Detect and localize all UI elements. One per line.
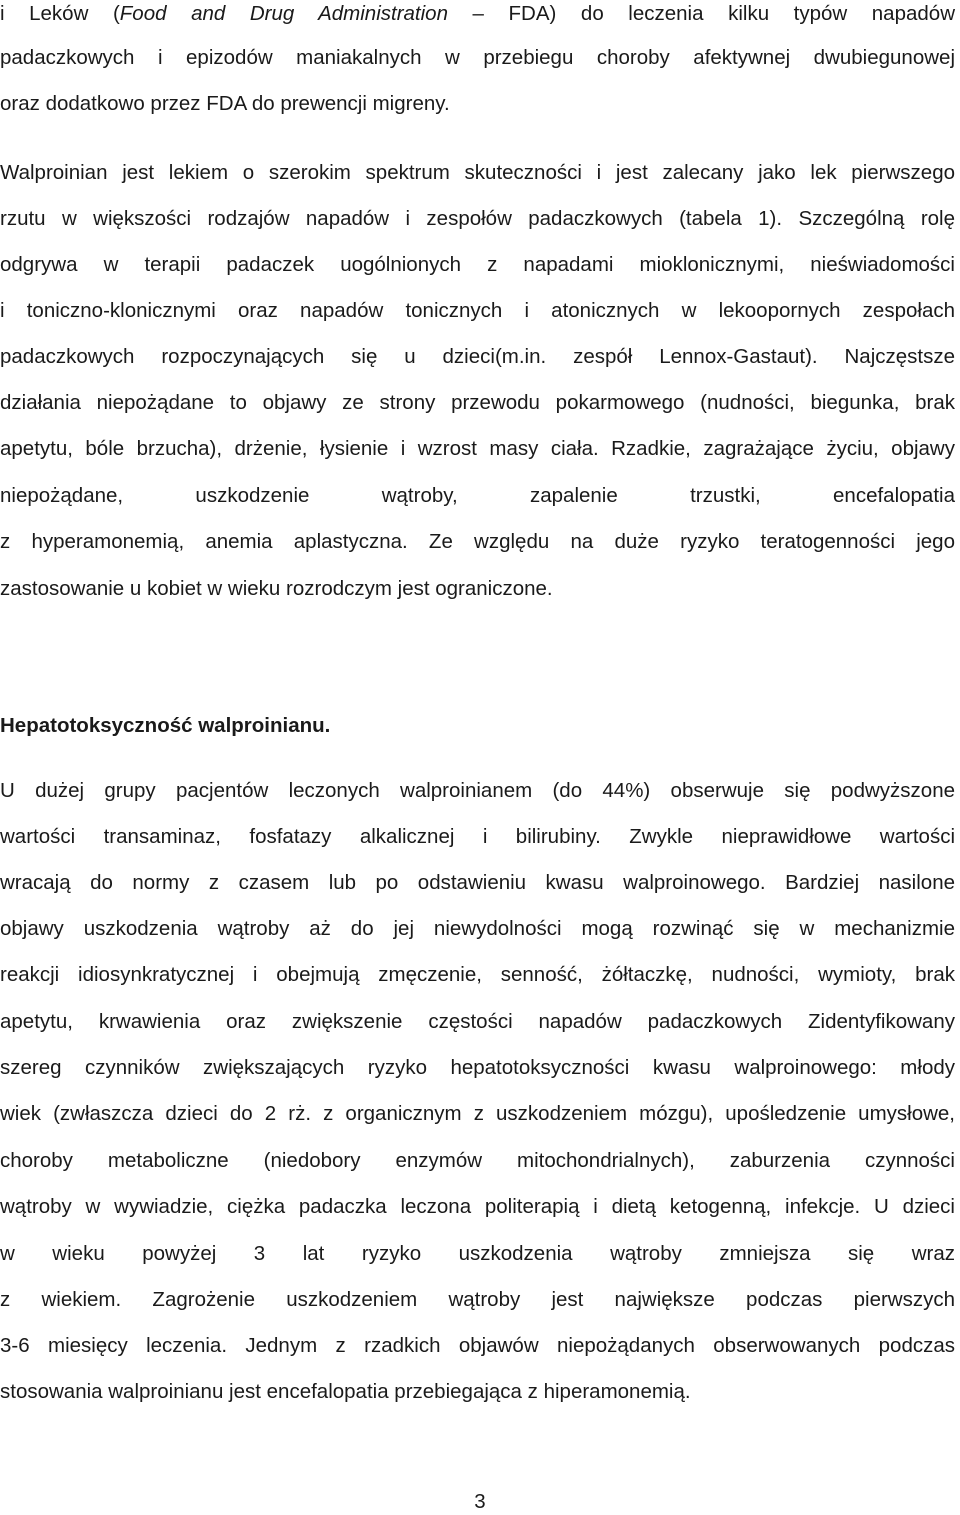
text-line: 3-6 miesięcy leczenia. Jednym z rzadkich objawów niepożądanych obserwowanych podczas xyxy=(0,1334,955,1357)
text-line: z hyperamonemią, anemia aplastyczna. Ze względu na duże ryzyko teratogenności jego xyxy=(0,530,955,553)
text-line: objawy uszkodzenia wątroby aż do jej niewydolności mogą rozwinąć się w mechanizmie xyxy=(0,917,955,940)
text-line: wartości transaminaz, fosfatazy alkalicznej i bilirubiny. Zwykle nieprawidłowe wartości xyxy=(0,825,955,848)
text-line: w wieku powyżej 3 lat ryzyko uszkodzenia wątroby zmniejsza się wraz xyxy=(0,1242,955,1265)
text-line: padaczkowych i epizodów maniakalnych w przebiegu choroby afektywnej dwubiegunowej xyxy=(0,46,955,69)
text-line: choroby metaboliczne (niedobory enzymów mitochondrialnych), zaburzenia czynności xyxy=(0,1149,955,1172)
text-line: odgrywa w terapii padaczek uogólnionych z napadami mioklonicznymi, nieświadomości xyxy=(0,253,955,276)
text-line: oraz dodatkowo przez FDA do prewencji migreny. xyxy=(0,92,450,115)
text-line: apetytu, krwawienia oraz zwiększenie częstości napadów padaczkowych Zidentyfikowany xyxy=(0,1010,955,1033)
text-line: Walproinian jest lekiem o szerokim spektrum skuteczności i jest zalecany jako lek pierwszego xyxy=(0,161,955,184)
text-line: wątroby w wywiadzie, ciężka padaczka leczona politerapią i dietą ketogenną, infekcje. U dzieci xyxy=(0,1195,955,1218)
text-line: wracają do normy z czasem lub po odstawieniu kwasu walproinowego. Bardziej nasilone xyxy=(0,871,955,894)
text-span: – FDA) do leczenia kilku typów napadów xyxy=(447,2,955,25)
text-line: zastosowanie u kobiet w wieku rozrodczym jest ograniczone. xyxy=(0,577,553,600)
text-line: z wiekiem. Zagrożenie uszkodzeniem wątroby jest największe podczas pierwszych xyxy=(0,1288,955,1311)
text-line: padaczkowych rozpoczynających się u dzieci(m.in. zespół Lennox-Gastaut). Najczęstsze xyxy=(0,345,955,368)
text-line: szereg czynników zwiększających ryzyko hepatotoksyczności kwasu walproinowego: młody xyxy=(0,1056,955,1079)
text-line: niepożądane, uszkodzenie wątroby, zapalenie trzustki, encefalopatia xyxy=(0,484,955,507)
text-line xyxy=(0,0,955,28)
text-span: i Leków ( xyxy=(0,2,120,25)
section-heading: Hepatotoksyczność walproinianu. xyxy=(0,714,331,737)
text-line: rzutu w większości rodzajów napadów i zespołów padaczkowych (tabela 1). Szczególną rolę xyxy=(0,207,955,230)
text-line: i toniczno-klonicznymi oraz napadów tonicznych i atonicznych w lekoopornych zespołach xyxy=(0,299,955,322)
text-line: stosowania walproinianu jest encefalopatia przebiegająca z hiperamonemią. xyxy=(0,1380,691,1403)
text-line: działania niepożądane to objawy ze strony przewodu pokarmowego (nudności, biegunka, brak xyxy=(0,391,955,414)
page-number: 3 xyxy=(474,1490,486,1513)
text-line: wiek (zwłaszcza dzieci do 2 rż. z organicznym z uszkodzeniem mózgu), upośledzenie umysłowe, xyxy=(0,1102,955,1125)
text-line: reakcji idiosynkratycznej i obejmują zmęczenie, senność, żółtaczkę, nudności, wymioty, brak xyxy=(0,963,955,986)
text-line: U dużej grupy pacjentów leczonych walproinianem (do 44%) obserwuje się podwyższone xyxy=(0,779,955,802)
text-line: apetytu, bóle brzucha), drżenie, łysienie i wzrost masy ciała. Rzadkie, zagrażające życiu, objawy xyxy=(0,437,955,460)
italic-term: Food and Drug Administration xyxy=(119,2,448,25)
